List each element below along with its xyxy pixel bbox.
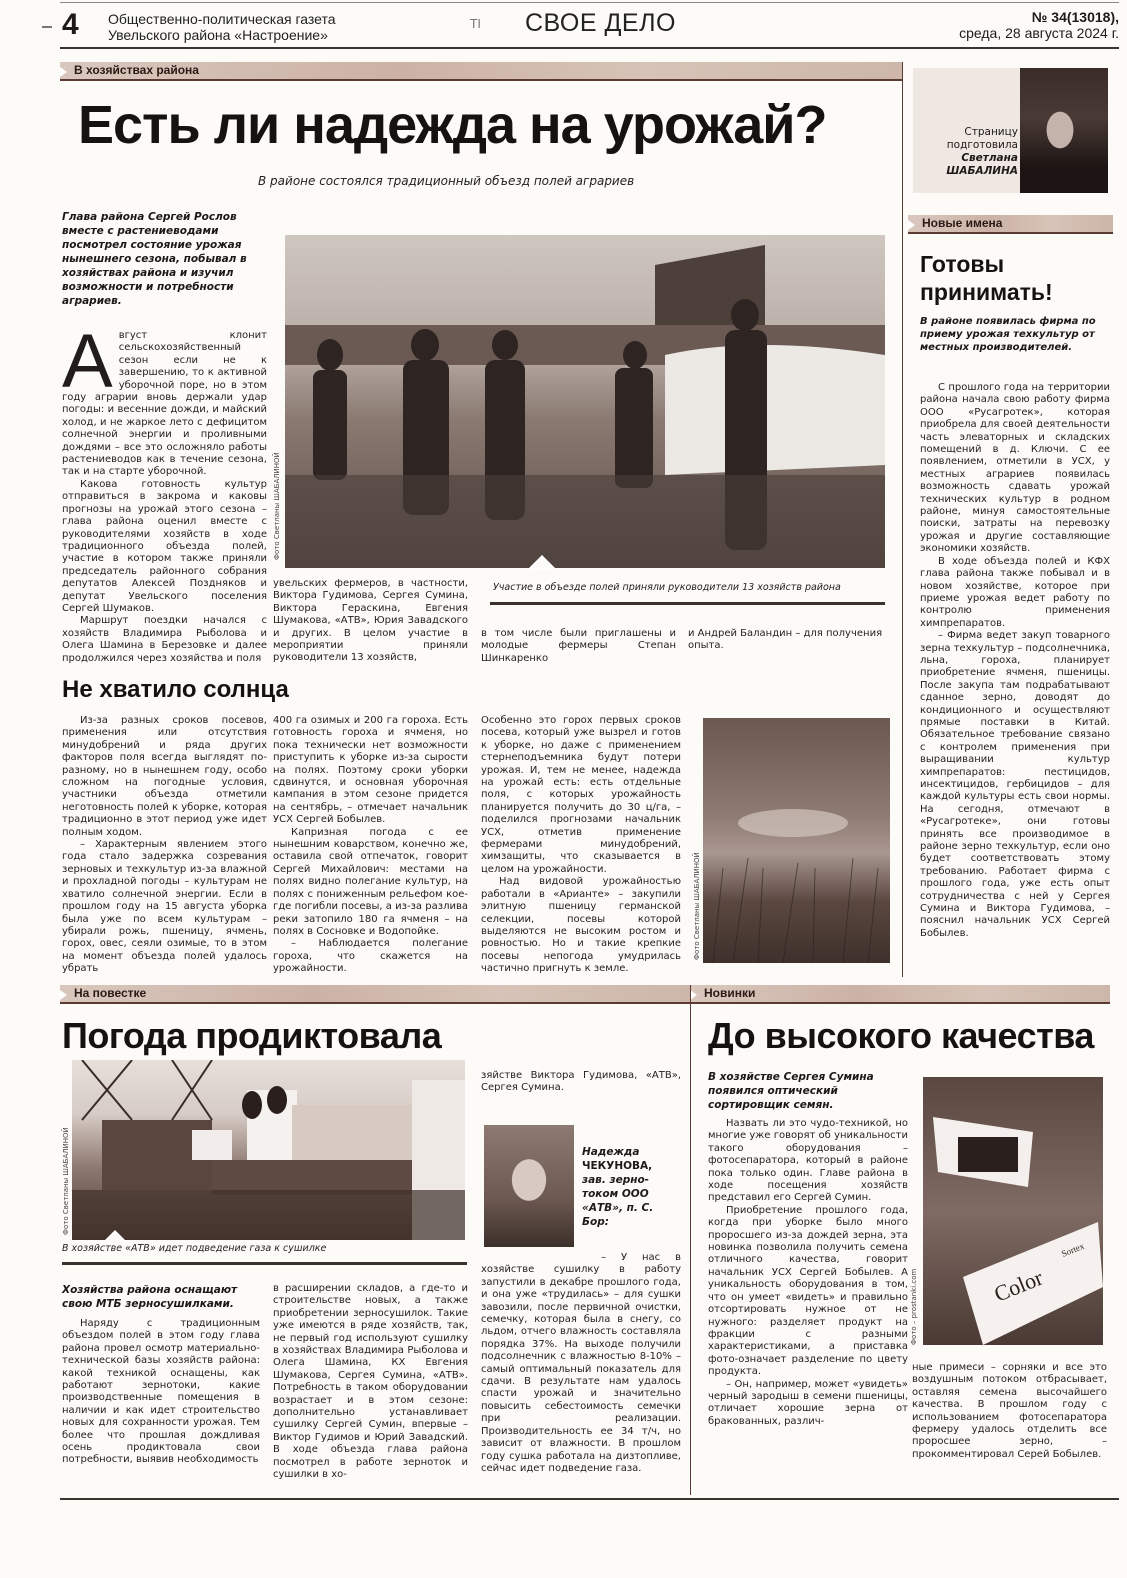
weather-section-label: На повестке [74, 986, 147, 1000]
sun-p3: 400 га озимых и 200 га гороха. Есть готовность гороха и ячменя, но пока технически нет возможности приступить к уборке из-за сырости на полях. Поэтому сроки уборки сдвинутся, и основная уборочная кампания в этом сезоне придется на сентябрь, – отмечает начальник УСХ Сергей Бобылев. [273, 715, 468, 826]
issue-date: среда, 28 августа 2024 г. [959, 25, 1119, 41]
main-p2: Какова готовность культур отправиться в закрома и каковы прогнозы на урожай этого сезона – глава района оценил вместе с руководителями хозяйств в ходе традиционного объезда полей, участие в котором также приняли председатель районного собрания депутатов Алексей Поздняков и депутат Увельского поселения Сергей Шумаков. [62, 478, 267, 614]
dryer-photo-drawing [72, 1060, 465, 1240]
dryer-caption-rule [62, 1262, 467, 1265]
quality-col-1 [708, 1118, 908, 1428]
sun-p2: – Характерным явлением этого года стало задержка созревания зерновых и техкультур из-за влажной и прохладной погоды – культурам не хватило солнечной энергии. Если в прошлом году на 15 августа уборка была уже по всем культурам – убирали рожь, пшеницу, ячмень, горох, овес, сеяли озимые, то в этом на момент объезда полей удалось убрать [62, 839, 267, 975]
main-col-3: в том числе были приглашены и молодые фермеры Степан Шинкаренко [481, 628, 676, 664]
publication-line-2: Увельского района «Настроение» [108, 27, 328, 43]
side-p3: – Фирма ведет закуп товарного зерна техкультур – подсолнечника, льна, гороха, планирует приобретение ячменя, пшеницы. После закупа там подрабатывают сданное зерно, доводят до кондиционного и осуществляют прямые поставки в Китай. Обязательное требование связано с контролем применения при выращивании культур химпрепаратов: пестицидов, инсектицидов, гербицидов – для каждой культуры есть свои нормы. На сегодня, отмечают в «Русагротеке», они готовы принять все производимое в районе зерно техкультур, если оно будет соответствовать этому требованию. Работает фирма с прошлого года, уже есть опыт сотрудничества с ней у Сергея Сумина и Виктора Гудимова, – пояснил начальник УСХ Сергей Бобылев. [920, 630, 1110, 939]
issue-info [959, 9, 1119, 41]
color-label: Color [990, 1264, 1047, 1307]
sun-p5: – Наблюдается полегание гороха, что скажется на урожайности. [273, 938, 468, 975]
author-last-name: ШАБАЛИНА [946, 165, 1018, 177]
quality-section-label: Новинки [704, 986, 756, 1000]
main-p1: вгуст клонит сельскохозяйственный сезон если не к завершению, то к активной уборочной поре, но в этом году аграрии вновь держали удар погоды: и весенние дожди, и майский холод, и не жаркое лето с дефицитом солнечной энергии и проливными дождями – все это осложняло работы растениеводов как в течение сезона, так и на старте уборочной. [62, 330, 267, 478]
quote-text: – У нас в хозяйстве сушилку в работу запустили в декабре прошлого года, и она уже «трудилась» – для сушки завозили, после первичной очистки, семечку, которая была в снегу, со льдом, отчего влажность составляла порядка 37%. На выходе получили подсолнечник с влажностью 8-10% – самый оптимальный показатель для сдачи. В результате нам удалось спасти урожай и значительно повысить себестоимость семечки при реализации. Производительность ее 34 т/ч, но зависит от влажности. В прошлом году сушка работала на дизтопливе, сейчас идет подведение газа. [481, 1252, 681, 1474]
quote-role: зав. зерно-током ООО «АТВ», п. С. Бор: [582, 1174, 654, 1228]
main-photo-caption: Участие в объезде полей приняли руководители 13 хозяйств района [493, 582, 841, 593]
section-bar-side [908, 215, 1113, 234]
author-photo [1020, 68, 1108, 193]
side-p2: В ходе объезда полей и КФХ глава района также побывал и в новом хозяйстве, которое при приеме урожая ведет работу по контролю применения химпрепаратов. [920, 555, 1110, 629]
side-section-label: Новые имена [922, 216, 1003, 230]
side-headline-line-2: принимать! [920, 279, 1053, 305]
dryer-photo-credit: Фото Светланы ШАБАЛИНОЙ [62, 1127, 70, 1235]
main-headline: Есть ли надежда на урожай? [78, 95, 827, 155]
sun-col-3 [481, 715, 681, 976]
marker: ТI [470, 17, 481, 31]
side-lead: В районе появилась фирма по приему урожая техкультур от местных производителей. [920, 316, 1096, 353]
sun-col-2 [273, 715, 468, 976]
column-divider-bottom [690, 985, 691, 1495]
publication-line-1: Общественно-политическая газета [108, 11, 336, 27]
photo-car [665, 345, 885, 475]
field-photo-credit: Фото Светланы ШАБАЛИНОЙ [693, 852, 701, 960]
author-line-1: Страницу [964, 126, 1018, 138]
section-bar-quality [690, 985, 1110, 1004]
section-bar-main [60, 62, 902, 81]
side-p1: С прошлого года на территории района начала свою работу фирма ООО «Русагротек», которая приобрела для своей деятельности часть элеваторных и складских помещений в д. Ключи. С ее появлением, отметили в УСХ, у местных аграриев появилась возможность сдавать урожай технических культур в родном районе, минуя самостоятельные поиски, затраты на перевозку урожая и другие составляющие экономики хозяйств. [920, 382, 1110, 555]
weather-quote [481, 1252, 681, 1475]
photo-pointer-icon [528, 555, 556, 569]
issue-number: № 34(13018), [1031, 9, 1119, 25]
sorter-photo-drawing [923, 1077, 1103, 1345]
weather-col-3-top: зяйстве Виктора Гудимова, «АТВ», Сергея Сумина. [481, 1070, 681, 1094]
sun-p4: Капризная погода с ее нынешним коварством, конечно же, оставила свой отпечаток, говорит Сергей Михайлович: местами на полях видно полегание культур, на полях с пониженным рельефом кое-где погибли посевы, а из-за разлива реки затопило 180 га ячменя – на полях в Сосновке и Водопойке. [273, 826, 468, 937]
page-number: 4 [62, 8, 79, 41]
weather-lead: Хозяйства района оснащают свою МТБ зерносушилками. [62, 1284, 238, 1310]
author-line-2: подготовила [946, 139, 1018, 151]
main-subtitle: В районе состоялся традиционный объезд полей аграриев [258, 174, 635, 188]
sorter-photo [923, 1077, 1103, 1345]
quality-col-2: ные примеси – сорняки и все это воздушным потоком отбрасывает, оставляя семена высочайшего качества. В прошлом году с использованием фотосепаратора фермеру удалось отделить все проросшее зерно, – прокомментировал Серей Бобылев. [912, 1362, 1107, 1460]
author-credit [946, 126, 1018, 178]
weather-col-1 [62, 1318, 260, 1467]
quality-headline: До высокого качества [708, 1015, 1094, 1056]
main-p3: Маршрут поездки начался с хозяйств Владимира Рыболова и Олега Шамина в Березовке и далее продолжился через хозяйства и поля [62, 615, 267, 664]
quote-last-name: ЧЕКУНОВА, [582, 1160, 653, 1172]
quality-lead: В хозяйстве Сергея Сумина появился оптический сортировщик семян. [708, 1071, 874, 1111]
quality-p3: – Он, например, может «увидеть» черный зародыш в семени пшеницы, отличает хорошие зерна от бракованных, различ- [708, 1378, 908, 1427]
weather-p1: Наряду с традиционным объездом полей в этом году глава района провел осмотр материально-технической базы хозяйств района: какой техникой оснащены, как работают зернотоки, какие производственные помещения в наличии и как идет строительство новых для сохранности урожая. Тем более что прошлая дождливая осень продиктовала свои потребности, выявив необходимость [62, 1318, 260, 1466]
column-divider [902, 62, 903, 977]
quote-attribution [582, 1145, 682, 1229]
sorter-photo-credit: Фото – prostanki.com [910, 1268, 918, 1345]
quality-p2: Приобретение прошлого года, когда при уборке было много проросшего из-за дождей зерна, эта новинка позволила получить семена отличного качества, говорит начальник УСХ Сергей Бобылев. А уникальность оборудования в том, что он умеет «видеть» и правильно отсортировать нужное от не нужного: разделяет продукт на фракции с разными характеристиками, а приставка фото-означает разделение по цвету продукта. [708, 1204, 908, 1378]
main-col-4: и Андрей Баландин – для получения опыта. [688, 628, 883, 652]
author-box [913, 68, 1108, 193]
field-photo [703, 718, 890, 963]
publication-name [108, 11, 336, 43]
chekunova-photo [484, 1125, 574, 1247]
quote-first-name: Надежда [582, 1146, 640, 1158]
photo-ground [285, 475, 885, 568]
sun-p1: Из-за разных сроков посевов, применения или отсутствия минудобрений и ряда других факторов поля всегда выглядят по-разному, но в нынешнем году, особо сложном на погодные условия, участники объезда отметили неготовность полей к уборке, которая традиционно в этот период уже идет полным ходом. [62, 715, 267, 838]
dryer-photo [72, 1060, 465, 1240]
sun-p7: Над видовой урожайностью работали в «Арианте» – закупили элитную пшеницу германской селекции, посевы которой выделяются не высоким ростом и ровностью. Но и такие крепкие посевы непогода умудрилась частично пригнуть к земле. [481, 876, 681, 975]
dropcap: А [62, 319, 113, 404]
weather-col-2: в расширении складов, а где-то и строительстве новых, а также приобретении зерносушилок. Такие уже имеются в ряде хозяйств, так, не первый год используют сушилку в хозяйствах Владимира Рыболова и Олега Шамина, КХ Евгения Шумакова, Сергея Сумина, «АТВ». Потребность в таком оборудовании возрастает и в этом сезоне: дополнительно устанавливает сушилку Сергей Сумин, впервые – Виктор Гудимов и Юрий Завадский. В ходе объезда глава района посмотрел в работе зерноток и сушилки в хо- [273, 1283, 468, 1481]
page-rubric: СВОЕ ДЕЛО [525, 9, 676, 37]
main-photo [285, 235, 885, 568]
sun-headline: Не хватило солнца [62, 676, 289, 703]
dryer-photo-pointer-icon [101, 1230, 129, 1244]
side-headline-line-1: Готовы [920, 251, 1005, 277]
main-photo-drawing [285, 235, 885, 568]
sortex-label: Sortex [1060, 1240, 1086, 1259]
header-rule [60, 47, 1119, 49]
quality-p1: Назвать ли это чудо-техникой, но многие уже говорят об уникальности такого оборудования – фотосепаратора, который в районе пока только один. Главе района в ходе посещения хозяйств представил его Сергей Сумин. [708, 1118, 908, 1204]
weather-headline: Погода продиктовала [62, 1015, 442, 1056]
main-lead: Глава района Сергей Рослов вместе с растениеводами посмотрел состояние урожая нынешнего сезона, побывал в хозяйствах района и изучил возможности и потребности аграриев. [62, 211, 247, 307]
author-first-name: Светлана [961, 152, 1018, 164]
caption-rule [490, 602, 885, 605]
field-photo-drawing [703, 718, 890, 963]
top-rule [60, 2, 1119, 3]
main-photo-credit: Фото Светланы ШАБАЛИНОЙ [273, 452, 281, 560]
side-body [920, 382, 1110, 940]
bottom-rule [60, 1498, 1119, 1500]
section-bar-weather [60, 985, 690, 1004]
sun-p6: Особенно это горох первых сроков посева, который уже вызрел и готов к уборке, но даже с применением стернеподъемника будут потери урожая. И, тем не менее, надежда на урожай есть: есть отдельные поля, с которых урожайность планируется получить до 30 ц/га, – поделился прогнозами начальник УСХ, отметив применение фермерами минудобрений, химзащиты, что сказывается в целом на урожайности. [481, 715, 681, 875]
dryer-photo-caption: В хозяйстве «АТВ» идет подведение газа к сушилке [62, 1243, 327, 1254]
main-col-1 [62, 319, 267, 665]
section-label: В хозяйствах района [74, 63, 199, 77]
side-headline [920, 250, 1053, 306]
main-col-2: увельских фермеров, в частности, Виктора Гудимова, Сергея Сумина, Виктора Гераскина, Евгения Шумакова, «АТВ», Юрия Завадского и других. В целом участие в мероприятии приняли руководители 13 хозяйств, [273, 578, 468, 664]
sun-col-1 [62, 715, 267, 976]
